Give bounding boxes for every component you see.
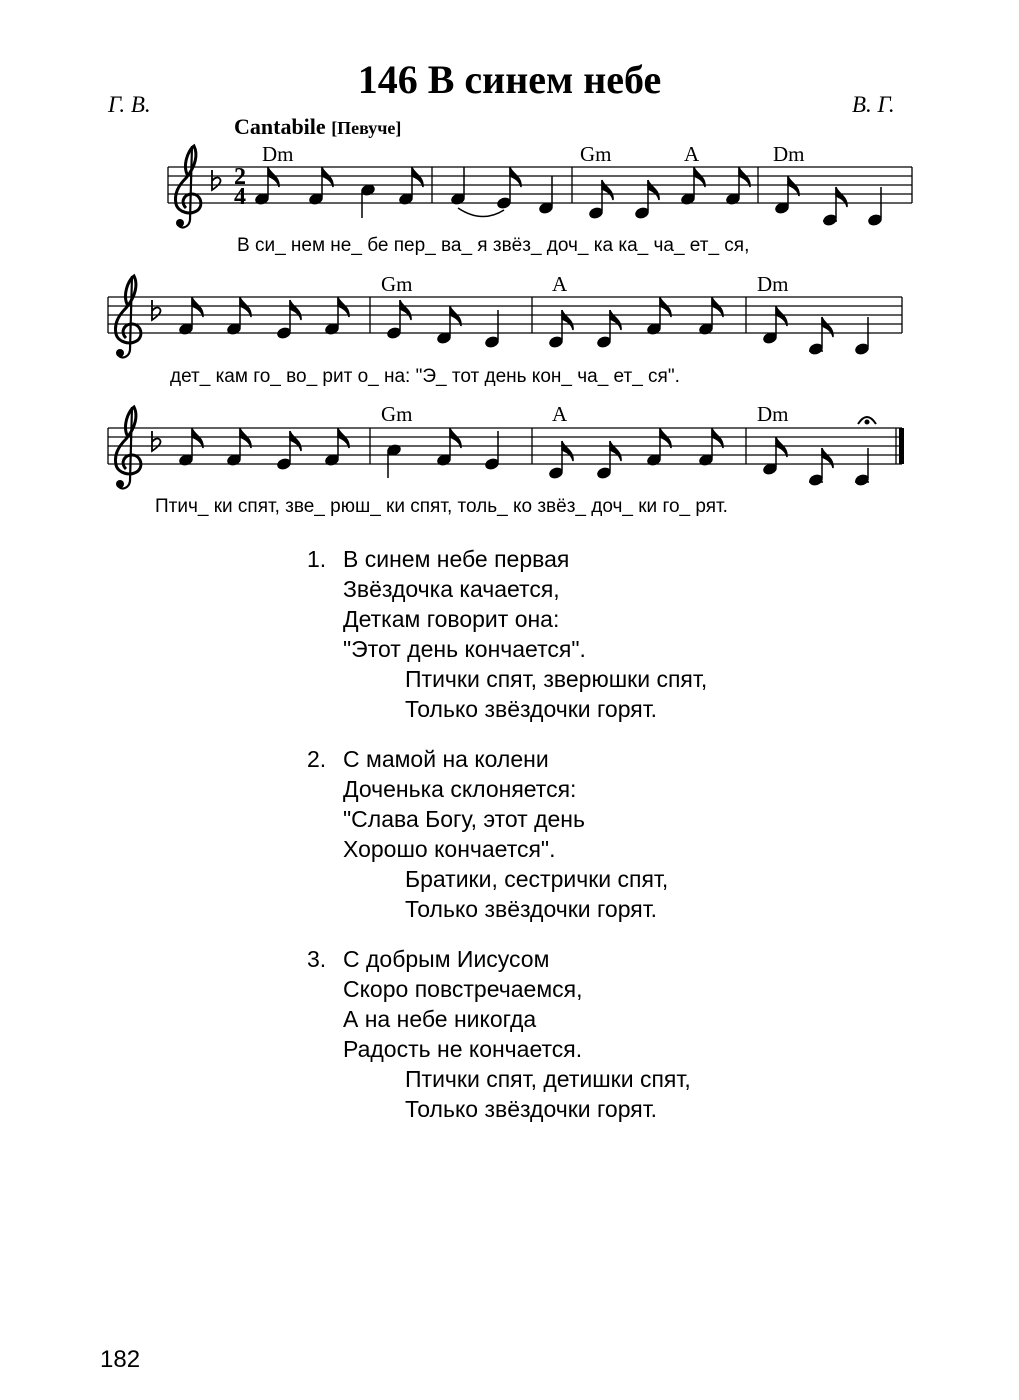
verse-line: Хорошо кончается". xyxy=(343,836,556,862)
refrain-line: Только звёздочки горят. xyxy=(405,696,658,722)
refrain-line: Птички спят, зверюшки спят, xyxy=(405,666,708,692)
verse-1 xyxy=(307,544,707,724)
refrain-line: Птички спят, детишки спят, xyxy=(405,1066,691,1092)
verse-number: 2. xyxy=(307,746,327,772)
author-right: В. Г. xyxy=(852,92,895,117)
lyrics-line-3: Птич_ ки спят, зве_ рюш_ ки спят, толь_ ко звёз_ доч_ ки го_ рят. xyxy=(155,496,728,517)
chord-symbol: Gm xyxy=(381,272,413,296)
verse-3 xyxy=(307,944,691,1124)
page-number: 182 xyxy=(100,1346,141,1373)
refrain-line: Только звёздочки горят. xyxy=(405,896,658,922)
tempo-russian: [Певуче] xyxy=(331,118,402,138)
song-title: 146 В синем небе xyxy=(357,57,662,102)
chord-symbol: A xyxy=(684,142,700,166)
tempo-italian: Cantabile xyxy=(234,114,326,139)
lyrics-line-1: В си_ нем не_ бе пер_ ва_ я звёз_ доч_ ка ка_ ча_ ет_ ся, xyxy=(237,235,750,256)
svg-text:4: 4 xyxy=(234,184,246,210)
verse-line: "Этот день кончается". xyxy=(343,636,586,662)
verse-line: Доченька склоняется: xyxy=(343,776,577,802)
verse-line: С мамой на колени xyxy=(343,746,549,772)
chord-symbol: A xyxy=(552,402,568,426)
verse-line: Скоро повстречаемся, xyxy=(343,976,583,1002)
chord-symbol: Gm xyxy=(381,402,413,426)
verse-line: С добрым Иисусом xyxy=(343,946,550,972)
verse-number: 1. xyxy=(307,546,327,572)
lyrics-line-2: дет_ кам го_ во_ рит о_ на: "Э_ тот день кон_ ча_ ет_ ся". xyxy=(170,366,680,387)
chord-symbol: Dm xyxy=(757,402,789,426)
music-staves xyxy=(0,0,1019,540)
refrain-line: Только звёздочки горят. xyxy=(405,1096,658,1122)
chord-symbol: Dm xyxy=(262,142,294,166)
verse-line: "Слава Богу, этот день xyxy=(343,806,585,832)
chord-symbol: Dm xyxy=(773,142,805,166)
verse-line: Звёздочка качается, xyxy=(343,576,560,602)
verse-number: 3. xyxy=(307,946,327,972)
verse-line: Деткам говорит она: xyxy=(343,606,560,632)
chord-symbol: Gm xyxy=(580,142,612,166)
verse-line: В синем небе первая xyxy=(343,546,570,572)
chord-symbol: Dm xyxy=(757,272,789,296)
verse-line: Радость не кончается. xyxy=(343,1036,583,1062)
verse-line: А на небе никогда xyxy=(343,1006,537,1032)
verse-2 xyxy=(307,744,668,924)
final-barline xyxy=(899,428,904,464)
refrain-line: Братики, сестрички спят, xyxy=(405,866,669,892)
author-left: Г. В. xyxy=(108,92,151,117)
chord-symbol: A xyxy=(552,272,568,296)
svg-text:2: 2 xyxy=(234,164,246,190)
